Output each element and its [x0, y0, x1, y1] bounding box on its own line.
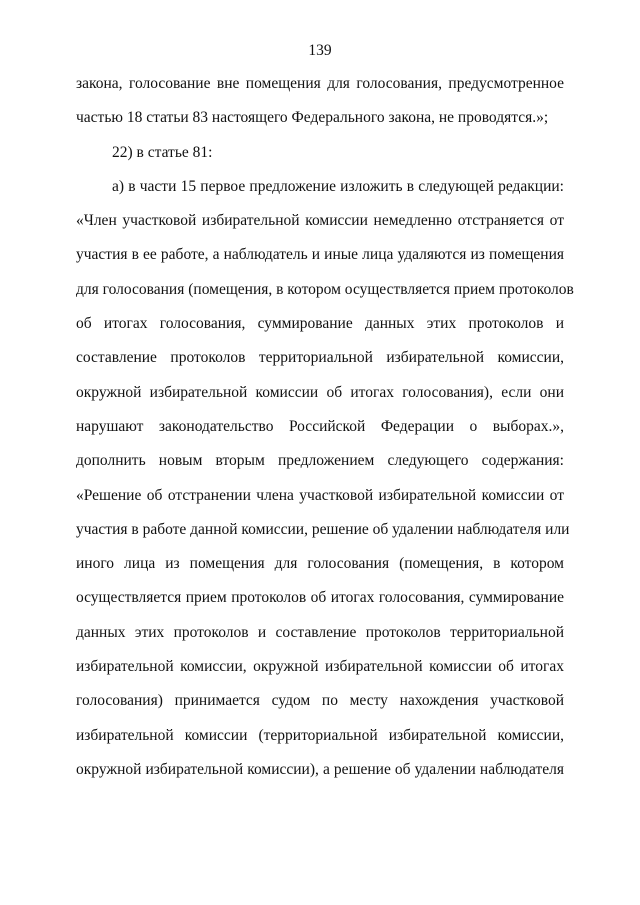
document-body — [76, 74, 574, 794]
text-line: «Решение об отстранении члена участковой избирательной комиссии от — [76, 486, 564, 504]
text-line: 22) в статье 81: — [112, 143, 213, 161]
text-line: частью 18 статьи 83 настоящего Федерального закона, не проводятся.»; — [76, 109, 549, 127]
text-line: дополнить новым вторым предложением следующего содержания: — [76, 452, 564, 470]
text-line: «Член участковой избирательной комиссии немедленно отстраняется от — [76, 212, 564, 230]
text-line: избирательной комиссии (территориальной избирательной комиссии, — [76, 726, 564, 744]
text-line: осуществляется прием протоколов об итогах голосования, суммирование — [76, 589, 564, 607]
text-line: иного лица из помещения для голосования (помещения, в котором — [76, 555, 564, 573]
text-line: нарушают законодательство Российской Федерации о выборах.», — [76, 417, 564, 435]
text-line: а) в части 15 первое предложение изложить в следующей редакции: — [112, 177, 564, 195]
text-line: об итогах голосования, суммирование данных этих протоколов и — [76, 315, 564, 333]
text-line: закона, голосование вне помещения для голосования, предусмотренное — [76, 75, 564, 92]
text-line: данных этих протоколов и составление протоколов территориальной — [76, 623, 564, 641]
text-line: составление протоколов территориальной избирательной комиссии, — [76, 349, 564, 367]
text-line: участия в работе данной комиссии, решение об удалении наблюдателя или — [76, 520, 570, 538]
text-line: голосования) принимается судом по месту нахождения участковой — [76, 692, 564, 710]
text-line: для голосования (помещения, в котором осуществляется прием протоколов — [76, 280, 574, 298]
page-number: 139 — [308, 42, 332, 59]
text-line: участия в ее работе, а наблюдатель и иные лица удаляются из помещения — [76, 246, 564, 264]
text-line: окружной избирательной комиссии), а решение об удалении наблюдателя — [76, 760, 564, 778]
text-line: избирательной комиссии, окружной избирательной комиссии об итогах — [76, 658, 564, 676]
text-line: окружной избирательной комиссии об итогах голосования), если они — [76, 383, 564, 401]
